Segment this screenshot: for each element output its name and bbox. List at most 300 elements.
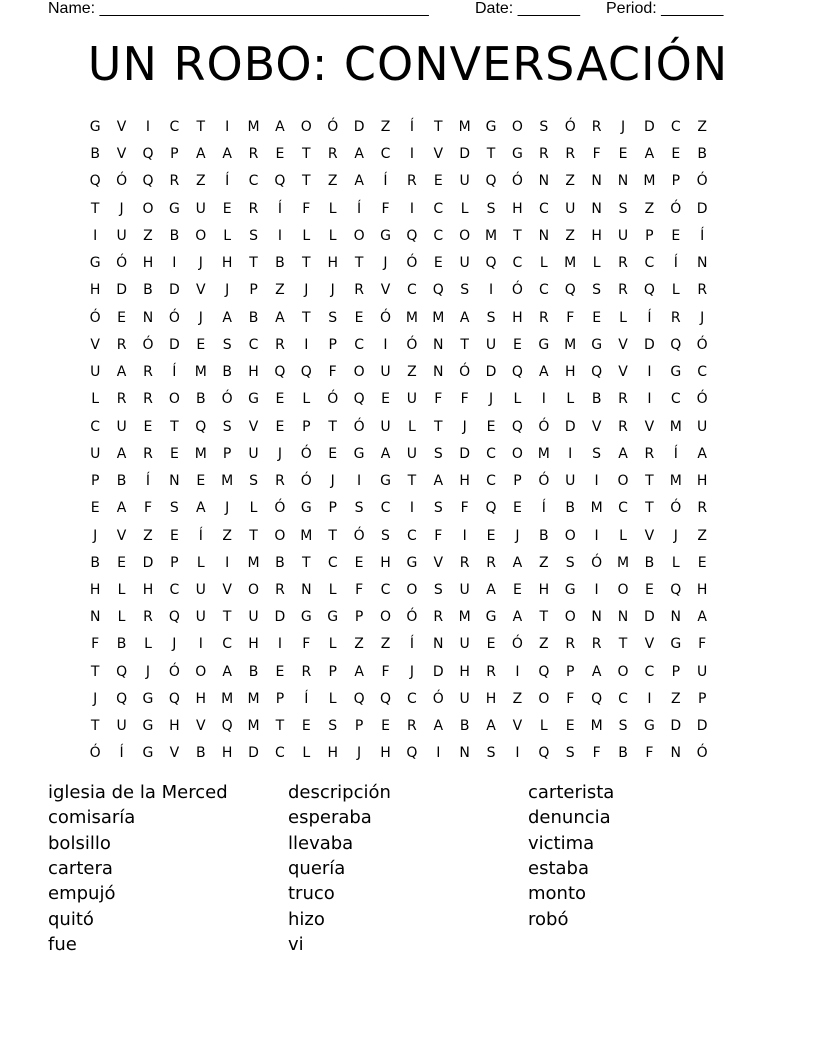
grid-letter: Z xyxy=(565,227,576,244)
word-list-item: empujó xyxy=(48,883,116,905)
grid-letter: E xyxy=(117,554,127,571)
grid-letter: Z xyxy=(143,527,153,544)
grid-letter: V xyxy=(433,146,444,163)
grid-letter: H xyxy=(89,282,101,299)
grid-letter: R xyxy=(354,282,364,299)
grid-letter: Q xyxy=(406,745,418,762)
grid-letter: T xyxy=(302,146,311,163)
grid-letter: N xyxy=(538,227,550,244)
grid-letter: O xyxy=(142,200,154,217)
grid-letter: Q xyxy=(511,364,523,381)
grid-letter: I xyxy=(198,636,203,653)
grid-letter: R xyxy=(618,391,628,408)
grid-letter: H xyxy=(459,663,470,680)
grid-letter: I xyxy=(594,527,599,544)
grid-letter: U xyxy=(459,690,470,707)
grid-letter: B xyxy=(697,146,707,163)
grid-letter: P xyxy=(90,473,100,490)
grid-letter: S xyxy=(222,418,232,435)
grid-letter: C xyxy=(327,554,338,571)
grid-letter: T xyxy=(328,418,337,435)
grid-letter: S xyxy=(486,200,496,217)
grid-letter: U xyxy=(697,663,708,680)
grid-letter: E xyxy=(513,500,522,517)
grid-letter: L xyxy=(619,527,627,544)
grid-letter: Z xyxy=(697,119,707,135)
grid-letter: O xyxy=(353,364,365,381)
grid-letter: Q xyxy=(485,500,497,517)
grid-letter: N xyxy=(89,609,101,626)
grid-letter: I xyxy=(304,336,309,353)
grid-letter: F xyxy=(566,690,575,707)
grid-letter: I xyxy=(568,445,573,462)
grid-letter: P xyxy=(275,690,285,707)
grid-letter: D xyxy=(353,119,365,135)
grid-letter: A xyxy=(459,309,470,326)
grid-letter: J xyxy=(462,418,467,435)
word-list-item: monto xyxy=(528,883,587,905)
grid-letter: A xyxy=(195,500,206,517)
grid-letter: A xyxy=(222,309,232,326)
grid-letter: B xyxy=(248,663,259,680)
grid-letter: E xyxy=(196,336,206,353)
grid-letter: S xyxy=(460,282,470,299)
grid-letter: M xyxy=(194,364,207,381)
grid-letter: Q xyxy=(538,745,550,762)
grid-letter: Q xyxy=(142,173,154,190)
grid-letter: Q xyxy=(116,663,128,680)
grid-letter: H xyxy=(89,581,101,598)
grid-letter: Q xyxy=(591,364,603,381)
grid-letter: U xyxy=(116,418,127,435)
grid-letter: T xyxy=(513,227,522,244)
grid-letter: O xyxy=(564,527,576,544)
grid-letter: J xyxy=(330,282,335,299)
grid-letter: Z xyxy=(222,527,232,544)
grid-letter: P xyxy=(671,663,681,680)
grid-letter: H xyxy=(696,581,708,598)
grid-letter: D xyxy=(564,418,576,435)
grid-letter: G xyxy=(380,473,391,490)
grid-letter: E xyxy=(513,581,522,598)
grid-letter: C xyxy=(169,581,180,598)
grid-letter: Q xyxy=(406,227,418,244)
grid-letter: Ó xyxy=(168,309,180,326)
grid-letter: O xyxy=(617,663,629,680)
grid-letter: Q xyxy=(89,173,101,190)
grid-letter: D xyxy=(696,718,708,735)
grid-letter: Ó xyxy=(379,309,391,326)
grid-letter: G xyxy=(168,200,180,217)
grid-letter: O xyxy=(538,690,550,707)
grid-letter: P xyxy=(170,146,179,163)
grid-letter: E xyxy=(169,527,179,544)
grid-letter: T xyxy=(302,173,311,190)
grid-letter: G xyxy=(538,336,550,353)
grid-letter: I xyxy=(594,473,599,490)
grid-letter: G xyxy=(485,609,497,626)
grid-letter: O xyxy=(274,527,286,544)
grid-letter: Í xyxy=(409,636,414,653)
grid-letter: Q xyxy=(353,391,365,408)
grid-letter: S xyxy=(539,119,549,135)
grid-letter: N xyxy=(301,581,312,598)
grid-letter: J xyxy=(93,690,98,707)
word-list-item: bolsillo xyxy=(48,832,111,854)
grid-letter: L xyxy=(117,609,126,626)
grid-letter: O xyxy=(406,581,418,598)
grid-letter: T xyxy=(222,609,232,626)
grid-letter: R xyxy=(143,609,153,626)
grid-letter: R xyxy=(301,663,312,680)
grid-letter: Ó xyxy=(300,473,312,490)
grid-letter: U xyxy=(565,200,576,217)
grid-letter: O xyxy=(168,391,180,408)
grid-letter: Í xyxy=(172,364,177,381)
grid-letter: A xyxy=(591,663,602,680)
grid-letter: L xyxy=(144,636,152,653)
grid-letter: I xyxy=(462,527,467,544)
grid-letter: V xyxy=(380,282,391,299)
grid-letter: V xyxy=(618,364,628,381)
grid-letter: J xyxy=(409,663,414,680)
name-field: Name: _____________________________________ xyxy=(48,0,429,17)
grid-letter: M xyxy=(590,718,603,735)
grid-letter: P xyxy=(328,500,337,517)
grid-letter: Z xyxy=(195,173,206,190)
grid-letter: Ó xyxy=(511,636,523,653)
grid-letter: J xyxy=(145,663,151,680)
grid-letter: V xyxy=(222,581,232,598)
grid-letter: D xyxy=(116,282,127,299)
grid-letter: R xyxy=(565,146,576,163)
grid-letter: Q xyxy=(432,282,444,299)
grid-letter: V xyxy=(195,282,206,299)
grid-letter: Ó xyxy=(696,391,708,408)
grid-letter: Ó xyxy=(116,173,128,190)
grid-letter: U xyxy=(195,200,206,217)
grid-letter: C xyxy=(90,418,101,435)
grid-letter: B xyxy=(90,554,100,571)
grid-letter: E xyxy=(565,718,575,735)
grid-letter: T xyxy=(90,718,100,735)
grid-letter: L xyxy=(539,255,548,272)
grid-letter: A xyxy=(116,445,127,462)
grid-letter: F xyxy=(143,500,152,517)
grid-letter: R xyxy=(618,282,628,299)
grid-letter: G xyxy=(670,636,682,653)
grid-letter: C xyxy=(644,663,655,680)
grid-letter: L xyxy=(566,391,575,408)
grid-letter: C xyxy=(670,391,681,408)
grid-letter: Ó xyxy=(538,418,550,435)
grid-letter: T xyxy=(249,527,258,544)
grid-letter: G xyxy=(670,364,682,381)
grid-letter: Í xyxy=(357,200,362,217)
grid-letter: R xyxy=(116,336,127,353)
grid-letter: T xyxy=(354,255,364,272)
grid-letter: G xyxy=(512,146,523,163)
grid-letter: Ó xyxy=(591,554,603,571)
grid-letter: E xyxy=(354,554,364,571)
grid-letter: E xyxy=(671,146,681,163)
word-list-item: denuncia xyxy=(528,807,611,829)
grid-letter: O xyxy=(459,227,471,244)
grid-letter: I xyxy=(541,391,546,408)
grid-letter: L xyxy=(671,282,680,299)
grid-letter: J xyxy=(488,391,494,408)
grid-letter: B xyxy=(195,391,206,408)
grid-letter: D xyxy=(274,609,286,626)
word-list-item: robó xyxy=(528,908,569,930)
grid-letter: M xyxy=(194,445,207,462)
grid-letter: O xyxy=(564,609,576,626)
grid-letter: Z xyxy=(275,282,285,299)
grid-letter: Ó xyxy=(353,527,365,544)
grid-letter: J xyxy=(277,445,282,462)
grid-letter: Q xyxy=(142,146,154,163)
grid-letter: E xyxy=(486,636,496,653)
grid-letter: Q xyxy=(168,609,180,626)
grid-letter: Ó xyxy=(274,500,286,517)
grid-letter: V xyxy=(248,418,259,435)
grid-letter: M xyxy=(247,119,260,135)
grid-letter: Z xyxy=(644,200,655,217)
grid-letter: E xyxy=(644,581,654,598)
grid-letter: N xyxy=(142,309,154,326)
grid-letter: A xyxy=(512,554,523,571)
grid-letter: Z xyxy=(565,173,576,190)
grid-letter: L xyxy=(91,391,100,408)
grid-letter: C xyxy=(380,500,391,517)
grid-letter: J xyxy=(304,282,309,299)
grid-letter: I xyxy=(647,364,652,381)
grid-letter: T xyxy=(407,473,417,490)
grid-letter: F xyxy=(302,200,311,217)
grid-letter: T xyxy=(275,718,285,735)
grid-letter: M xyxy=(564,336,577,353)
grid-letter: Z xyxy=(354,636,364,653)
grid-letter: M xyxy=(564,255,577,272)
grid-letter: U xyxy=(406,391,417,408)
grid-letter: M xyxy=(247,718,260,735)
grid-letter: L xyxy=(539,718,548,735)
grid-letter: P xyxy=(249,282,258,299)
grid-letter: R xyxy=(670,309,681,326)
grid-letter: B xyxy=(275,255,285,272)
grid-letter: F xyxy=(645,745,654,762)
grid-letter: F xyxy=(434,527,443,544)
word-list-item: carterista xyxy=(528,782,615,803)
grid-letter: Q xyxy=(116,690,128,707)
grid-letter: N xyxy=(696,255,708,272)
grid-letter: B xyxy=(618,745,628,762)
grid-letter: F xyxy=(460,391,469,408)
grid-letter: O xyxy=(379,609,391,626)
grid-letter: M xyxy=(247,690,260,707)
word-list-item: vi xyxy=(288,933,304,955)
grid-letter: A xyxy=(697,609,707,626)
grid-letter: D xyxy=(248,745,259,762)
grid-letter: M xyxy=(458,609,471,626)
grid-letter: M xyxy=(432,309,445,326)
grid-letter: L xyxy=(328,200,337,217)
grid-letter: R xyxy=(591,119,602,135)
grid-letter: C xyxy=(618,500,628,517)
grid-letter: Ó xyxy=(696,173,708,190)
grid-letter: P xyxy=(328,336,337,353)
grid-letter: Ó xyxy=(142,336,154,353)
grid-letter: Q xyxy=(195,418,207,435)
grid-letter: R xyxy=(538,309,549,326)
grid-letter: S xyxy=(249,473,258,490)
grid-letter: R xyxy=(275,581,285,598)
grid-letter: Q xyxy=(670,336,682,353)
grid-letter: J xyxy=(700,309,705,326)
grid-letter: E xyxy=(143,418,153,435)
grid-letter: N xyxy=(169,473,180,490)
word-list-item: comisaría xyxy=(48,807,136,829)
grid-letter: I xyxy=(409,200,414,217)
grid-letter: D xyxy=(432,663,444,680)
grid-letter: I xyxy=(93,227,98,244)
word-list-item: truco xyxy=(288,883,335,905)
grid-letter: H xyxy=(169,718,180,735)
grid-letter: I xyxy=(225,554,230,571)
grid-letter: R xyxy=(169,173,180,190)
grid-letter: D xyxy=(644,119,655,135)
grid-letter: R xyxy=(459,554,470,571)
grid-letter: F xyxy=(328,364,337,381)
grid-letter: Ó xyxy=(432,690,444,707)
grid-letter: S xyxy=(381,527,390,544)
grid-letter: H xyxy=(380,554,391,571)
grid-letter: I xyxy=(594,581,599,598)
grid-letter: Q xyxy=(274,364,286,381)
grid-letter: M xyxy=(221,473,234,490)
grid-letter: Z xyxy=(539,636,549,653)
grid-letter: N xyxy=(617,609,629,626)
grid-letter: L xyxy=(196,554,205,571)
grid-letter: I xyxy=(277,636,282,653)
grid-letter: Ó xyxy=(511,282,523,299)
grid-letter: F xyxy=(381,200,390,217)
grid-letter: V xyxy=(644,527,655,544)
grid-letter: J xyxy=(620,119,626,135)
grid-letter: G xyxy=(406,554,418,571)
grid-letter: R xyxy=(538,146,549,163)
grid-letter: Q xyxy=(221,718,233,735)
grid-letter: T xyxy=(196,119,206,135)
grid-letter: Ó xyxy=(406,336,418,353)
grid-letter: E xyxy=(275,418,285,435)
grid-letter: M xyxy=(537,445,550,462)
grid-letter: B xyxy=(644,554,655,571)
grid-letter: T xyxy=(486,146,496,163)
grid-letter: I xyxy=(488,282,494,299)
grid-letter: A xyxy=(354,173,364,190)
grid-letter: Q xyxy=(485,173,497,190)
grid-letter: I xyxy=(225,119,230,135)
grid-letter: H xyxy=(195,690,207,707)
grid-letter: A xyxy=(222,146,232,163)
grid-letter: N xyxy=(459,745,470,762)
grid-letter: E xyxy=(354,309,364,326)
grid-letter: C xyxy=(486,473,496,490)
grid-letter: I xyxy=(145,119,151,135)
grid-letter: H xyxy=(142,255,154,272)
grid-letter: U xyxy=(459,173,470,190)
grid-letter: L xyxy=(592,255,601,272)
grid-letter: G xyxy=(142,718,154,735)
grid-letter: F xyxy=(698,636,707,653)
grid-letter: Ó xyxy=(538,473,550,490)
grid-letter: H xyxy=(327,745,338,762)
grid-letter: E xyxy=(169,445,179,462)
grid-letter: C xyxy=(618,690,628,707)
grid-letter: C xyxy=(169,119,180,135)
grid-letter: A xyxy=(195,146,206,163)
grid-letter: D xyxy=(459,146,471,163)
grid-letter: H xyxy=(591,227,602,244)
grid-letter: Ó xyxy=(670,500,682,517)
grid-letter: R xyxy=(697,500,708,517)
grid-letter: Ó xyxy=(116,255,128,272)
grid-letter: U xyxy=(195,581,206,598)
grid-letter: Ó xyxy=(696,745,708,762)
grid-letter: O xyxy=(195,663,207,680)
grid-letter: A xyxy=(512,609,523,626)
grid-letter: Q xyxy=(379,690,391,707)
grid-letter: A xyxy=(618,445,628,462)
grid-letter: A xyxy=(116,364,127,381)
grid-letter: Q xyxy=(485,255,497,272)
grid-letter: R xyxy=(618,255,628,272)
grid-letter: R xyxy=(618,418,628,435)
grid-letter: E xyxy=(671,227,681,244)
grid-letter: U xyxy=(380,418,391,435)
grid-letter: F xyxy=(566,309,575,326)
grid-letter: T xyxy=(645,473,654,490)
grid-letter: B xyxy=(195,745,206,762)
grid-letter: H xyxy=(459,473,470,490)
grid-letter: I xyxy=(409,500,414,517)
grid-letter: R xyxy=(143,364,153,381)
word-list-item: llevaba xyxy=(288,832,354,854)
grid-letter: M xyxy=(221,690,234,707)
grid-letter: B xyxy=(143,282,153,299)
grid-letter: C xyxy=(248,336,259,353)
grid-letter: H xyxy=(512,309,523,326)
grid-letter: A xyxy=(354,663,364,680)
grid-letter: Ó xyxy=(89,309,101,326)
grid-letter: H xyxy=(380,745,391,762)
grid-letter: M xyxy=(669,418,682,435)
grid-letter: G xyxy=(591,336,603,353)
grid-letter: G xyxy=(142,690,154,707)
grid-letter: Ó xyxy=(696,336,708,353)
grid-letter: R xyxy=(116,391,127,408)
grid-letter: A xyxy=(486,718,496,735)
grid-letter: E xyxy=(117,309,127,326)
grid-letter: U xyxy=(697,418,708,435)
grid-letter: V xyxy=(169,745,180,762)
grid-letter: L xyxy=(117,581,126,598)
grid-letter: J xyxy=(119,200,124,217)
grid-letter: Ó xyxy=(221,391,233,408)
grid-letter: C xyxy=(222,636,233,653)
grid-letter: F xyxy=(91,636,100,653)
